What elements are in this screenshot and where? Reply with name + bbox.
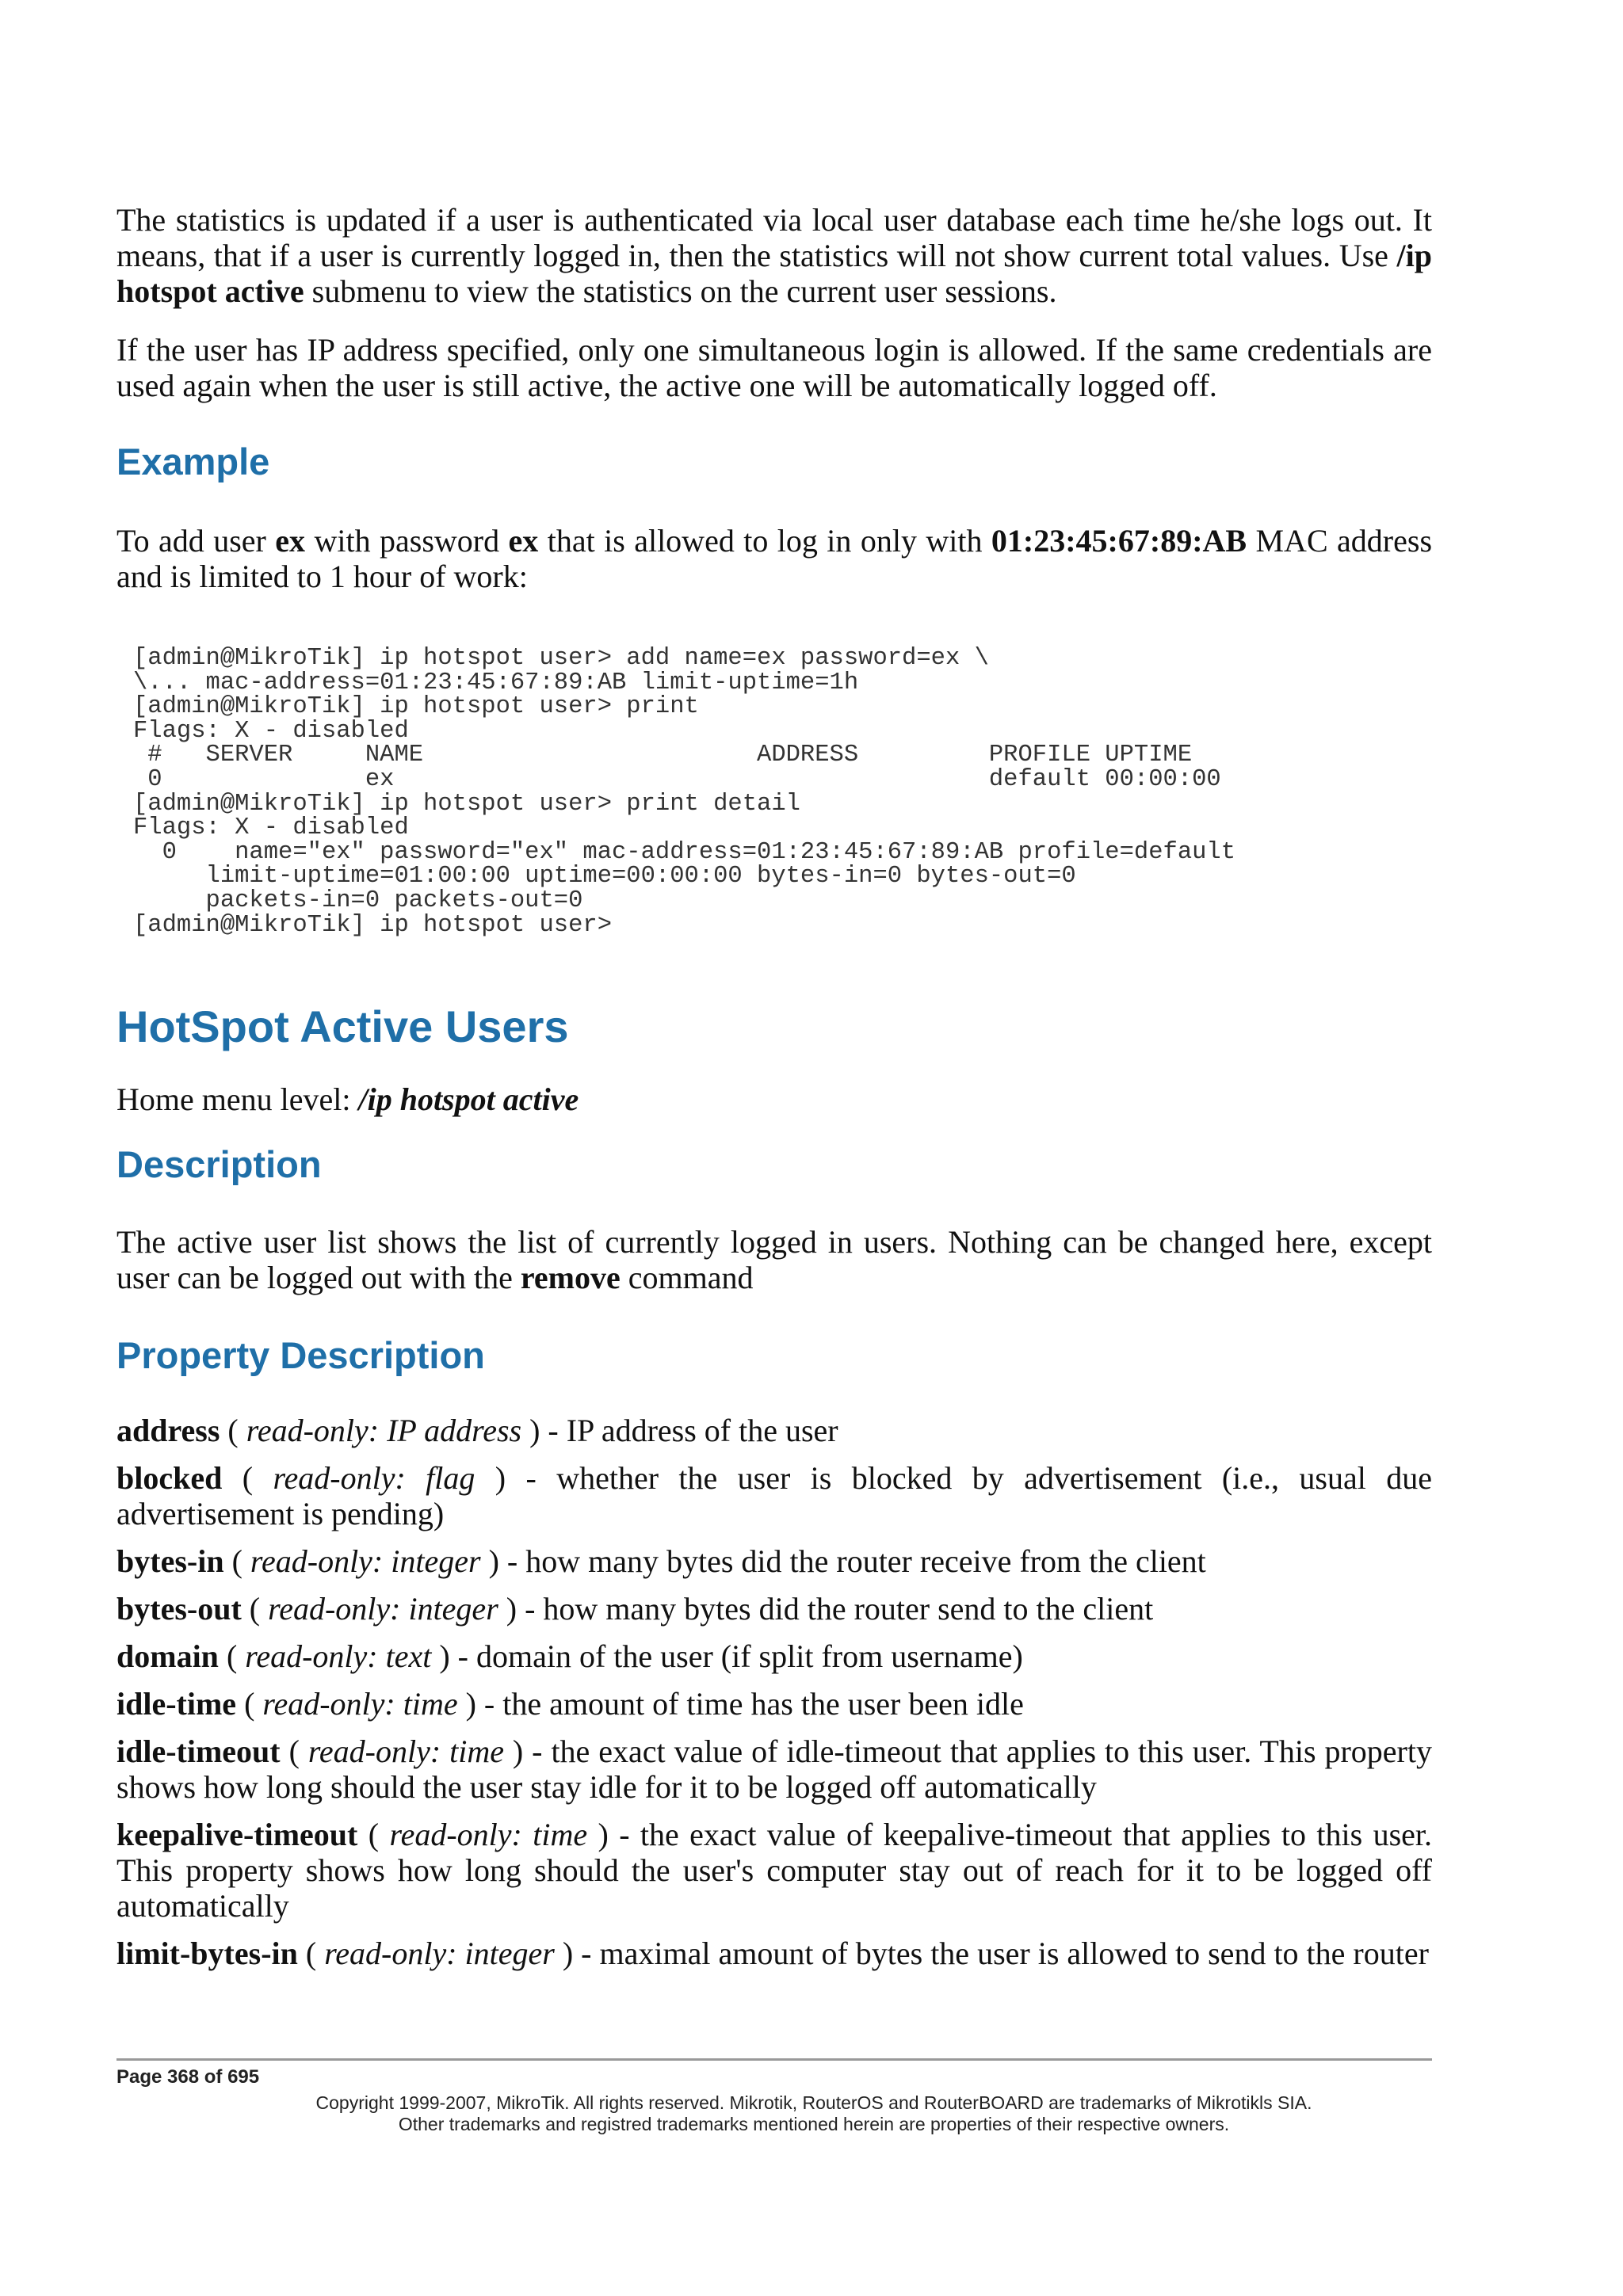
property-open: ( [357, 1817, 390, 1852]
property-name: bytes-in [116, 1543, 224, 1579]
section-heading-active-users: HotSpot Active Users [116, 1001, 569, 1051]
footer-divider [116, 2058, 1432, 2061]
property-text: ) - the exact value of keepalive-timeout that applies to this user. This property shows how long should the user's computer stay out of reach for it to be logged off automatically [116, 1817, 1432, 1924]
example-user-bold: ex [275, 523, 306, 559]
property-open: ( [297, 1936, 325, 1971]
property-open: ( [222, 1460, 273, 1496]
property-type: read-only: flag [273, 1460, 475, 1496]
property-list [116, 1413, 1432, 1983]
property-text: ) - how many bytes did the router receive from the client [480, 1543, 1206, 1579]
page-number: Page 368 of 695 [116, 2066, 260, 2088]
property-open: ( [241, 1591, 269, 1627]
property-type: read-only: time [389, 1817, 588, 1852]
property-open: ( [223, 1543, 250, 1579]
description-text-2: command [620, 1260, 754, 1295]
property-item [116, 1817, 1432, 1924]
property-item [116, 1413, 1432, 1448]
property-item [116, 1638, 1432, 1674]
property-name: bytes-out [116, 1591, 242, 1627]
property-open: ( [236, 1686, 263, 1722]
property-name: idle-time [116, 1686, 237, 1722]
property-name: keepalive-timeout [116, 1817, 358, 1852]
stats-text-2: submenu to view the statistics on the current user sessions. [304, 273, 1057, 309]
property-item [116, 1591, 1432, 1627]
menu-level-path: /ip hotspot active [358, 1081, 579, 1117]
property-text: ) - IP address of the user [521, 1413, 838, 1448]
property-item [116, 1733, 1432, 1805]
property-type: read-only: integer [324, 1936, 555, 1971]
property-name: idle-timeout [116, 1733, 281, 1769]
property-type: read-only: time [307, 1733, 504, 1769]
example-text-2: with password [305, 523, 509, 559]
property-name: limit-bytes-in [116, 1936, 298, 1971]
example-text-3: that is allowed to log in only with [538, 523, 991, 559]
stats-bold-menu: /ip hotspot active [116, 238, 1432, 309]
property-type: read-only: text [245, 1638, 432, 1674]
property-name: domain [116, 1638, 219, 1674]
example-code-block: [admin@MikroTik] ip hotspot user> add name=ex password=ex \ \... mac-address=01:23:45:67:89:AB limit-uptime=1h [admin@MikroTik] ip hotspot user> print Flags: X - disabled # SERVER NAME ADDRESS PROFILE UPTIME 0 ex default 00:00:00 [admin@MikroTik] ip hotspot user> print detail Flags: X - disabled 0 name="ex" password="ex" mac-address=01:23:45:67:89:AB profile=default limit-uptime=01:00:00 uptime=00:00:00 bytes-in=0 bytes-out=0 packets-in=0 packets-out=0 [admin@MikroTik] ip hotspot user> [133, 645, 1236, 939]
example-text-4: MAC address and is limited to 1 hour of work: [116, 523, 1433, 594]
property-item [116, 1936, 1432, 1971]
property-text: ) - domain of the user (if split from username) [431, 1638, 1023, 1674]
example-text-1: To add user [116, 523, 276, 559]
property-text: ) - maximal amount of bytes the user is allowed to send to the router [554, 1936, 1429, 1971]
property-text: ) - the amount of time has the user been idle [457, 1686, 1024, 1722]
property-type: read-only: IP address [246, 1413, 522, 1448]
description-paragraph [116, 1224, 1432, 1295]
copyright-line-1: Copyright 1999-2007, MikroTik. All rights reserved. Mikrotik, RouterOS and RouterBOARD are trademarks of Mikrotikls SIA. [315, 2092, 1312, 2113]
menu-level-line [116, 1081, 1432, 1117]
example-mac-bold: 01:23:45:67:89:AB [991, 523, 1247, 559]
example-password-bold: ex [508, 523, 539, 559]
example-paragraph [116, 523, 1432, 594]
ip-note-paragraph: If the user has IP address specified, only one simultaneous login is allowed. If the same credentials are used again when the user is still active, the active one will be automatically logged off. [116, 332, 1432, 403]
property-type: read-only: integer [250, 1543, 481, 1579]
property-open: ( [218, 1638, 246, 1674]
property-text: ) - the exact value of idle-timeout that applies to this user. This property shows how long should the user stay idle for it to be logged off automatically [116, 1733, 1432, 1805]
property-item [116, 1543, 1432, 1579]
property-description-heading: Property Description [116, 1334, 485, 1376]
description-remove-bold: remove [520, 1260, 621, 1295]
stats-text-1: The statistics is updated if a user is authenticated via local user database each time he/she logs out. It means, that if a user is currently logged in, then the statistics will not show current total values. Use [116, 202, 1432, 273]
description-heading: Description [116, 1143, 322, 1185]
property-text: ) - how many bytes did the router send to the client [498, 1591, 1154, 1627]
property-type: read-only: time [262, 1686, 458, 1722]
property-item [116, 1460, 1432, 1531]
property-open: ( [280, 1733, 308, 1769]
menu-level-label: Home menu level: [116, 1081, 359, 1117]
example-heading: Example [116, 441, 270, 482]
copyright-line-2: Other trademarks and registred trademarks mentioned herein are properties of their respective owners. [398, 2114, 1230, 2134]
property-text: ) - whether the user is blocked by advertisement (i.e., usual due advertisement is pending) [116, 1460, 1432, 1531]
stats-paragraph [116, 202, 1432, 309]
property-item [116, 1686, 1432, 1722]
property-name: blocked [116, 1460, 223, 1496]
property-open: ( [220, 1413, 246, 1448]
description-text-1: The active user list shows the list of currently logged in users. Nothing can be changed here, except user can be logged out with the [116, 1224, 1432, 1295]
property-type: read-only: integer [268, 1591, 498, 1627]
property-name: address [116, 1413, 220, 1448]
